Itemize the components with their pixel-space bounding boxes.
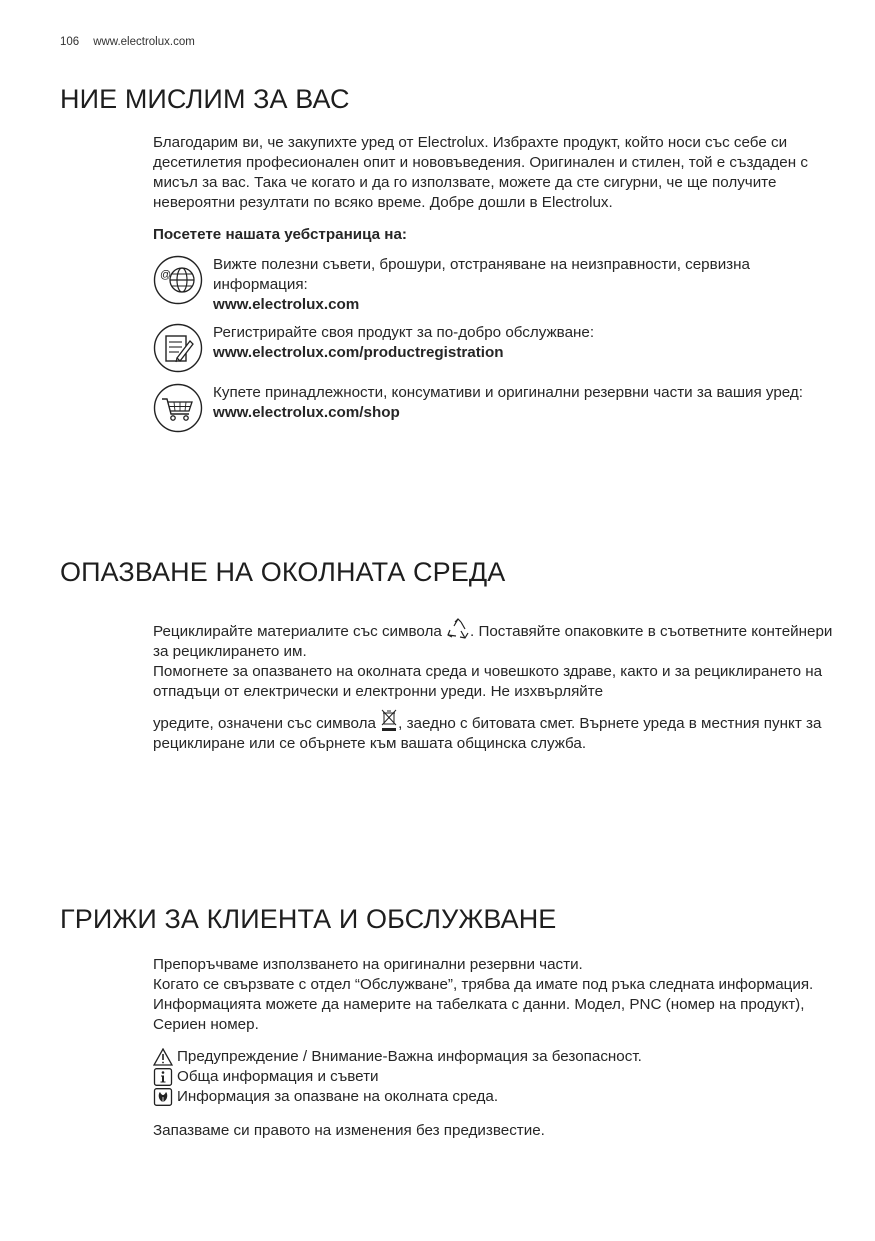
section-title-we-think-of-you: НИЕ МИСЛИМ ЗА ВАС <box>60 84 350 114</box>
header-url[interactable]: www.electrolux.com <box>93 36 195 48</box>
web-globe-icon <box>153 255 203 305</box>
environment-health-paragraph: Помогнете за опазването на околната среда и човешкото здраве, както и за рециклирането на отпадъци от електрически и електронни уреди. Не изхвърляйте <box>153 663 823 700</box>
legend-item-environment: Информация за опазване на околната среда. <box>153 1087 843 1107</box>
svg-text:@: @ <box>160 269 172 281</box>
contact-line: Когато се свързвате с отдел “Обслужване”, трябва да имате под ръка следната информация. <box>153 976 814 993</box>
reservation-note: Запазваме си правото на изменения без предизвестие. <box>153 1122 545 1139</box>
environment-leaf-icon <box>153 1088 173 1106</box>
link-description: Вижте полезни съвети, брошури, отстраняване на неизправности, сервизна информация: <box>213 256 750 293</box>
warning-triangle-icon <box>153 1048 173 1066</box>
link-url-product-registration[interactable]: www.electrolux.com/productregistration <box>213 344 504 361</box>
page-header <box>60 36 195 48</box>
recycle-paragraph: Рециклирайте материалите със символа . Поставяйте опаковките в съответните контейнери за рециклирането им. <box>153 618 843 662</box>
legend-item-warning: Предупреждение / Внимание-Важна информация за безопасност. <box>153 1047 843 1067</box>
rating-plate-line: Информацията можете да намерите на табелката с данни. Модел, PNC (номер на продукт), Сериен номер. <box>153 996 805 1033</box>
section3-body <box>153 955 843 1141</box>
page-number: 106 <box>60 36 80 48</box>
link-row-registration <box>153 323 843 375</box>
link-row-support <box>153 255 843 315</box>
symbol-legend <box>153 1047 843 1107</box>
registration-document-icon <box>153 323 203 373</box>
visit-website-label: Посетете нашата уебстраница на: <box>153 226 407 243</box>
intro-paragraph: Благодарим ви, че закупихте уред от Electrolux. Избрахте продукт, който носи със себе си десетилетия професионален опит и нововъведения. Оригинален и стилен, той е създаден с мисъл за вас. Така че когато и да го използвате, можете да сте сигурни, че ще получите невероятни резултати по всяко време. Добре дошли в Electrolux. <box>153 134 808 211</box>
recycle-symbol-icon <box>446 618 470 640</box>
link-url-electrolux[interactable]: www.electrolux.com <box>213 296 360 313</box>
link-description: Регистрирайте своя продукт за по-добро обслужване: <box>213 324 595 341</box>
shopping-cart-icon <box>153 383 203 433</box>
section1-body <box>153 133 843 435</box>
section-title-customer-care: ГРИЖИ ЗА КЛИЕНТА И ОБСЛУЖВАНЕ <box>60 904 557 934</box>
parts-line: Препоръчваме използването на оригинални резервни части. <box>153 956 583 973</box>
legend-item-info: Обща информация и съвети <box>153 1067 843 1087</box>
link-row-shop <box>153 383 843 435</box>
section2-body <box>153 618 843 754</box>
link-url-shop[interactable]: www.electrolux.com/shop <box>213 404 400 421</box>
crossed-bin-icon <box>380 708 398 732</box>
info-icon <box>153 1068 173 1086</box>
link-description: Купете принадлежности, консумативи и оригинални резервни части за вашия уред: <box>213 384 803 401</box>
weee-paragraph: уредите, означени със символа , заедно с битовата смет. Върнете уреда в местния пункт за рециклиране или се обърнете към вашата общинска служба. <box>153 708 843 754</box>
section-title-environment: ОПАЗВАНЕ НА ОКОЛНАТА СРЕДА <box>60 557 506 587</box>
